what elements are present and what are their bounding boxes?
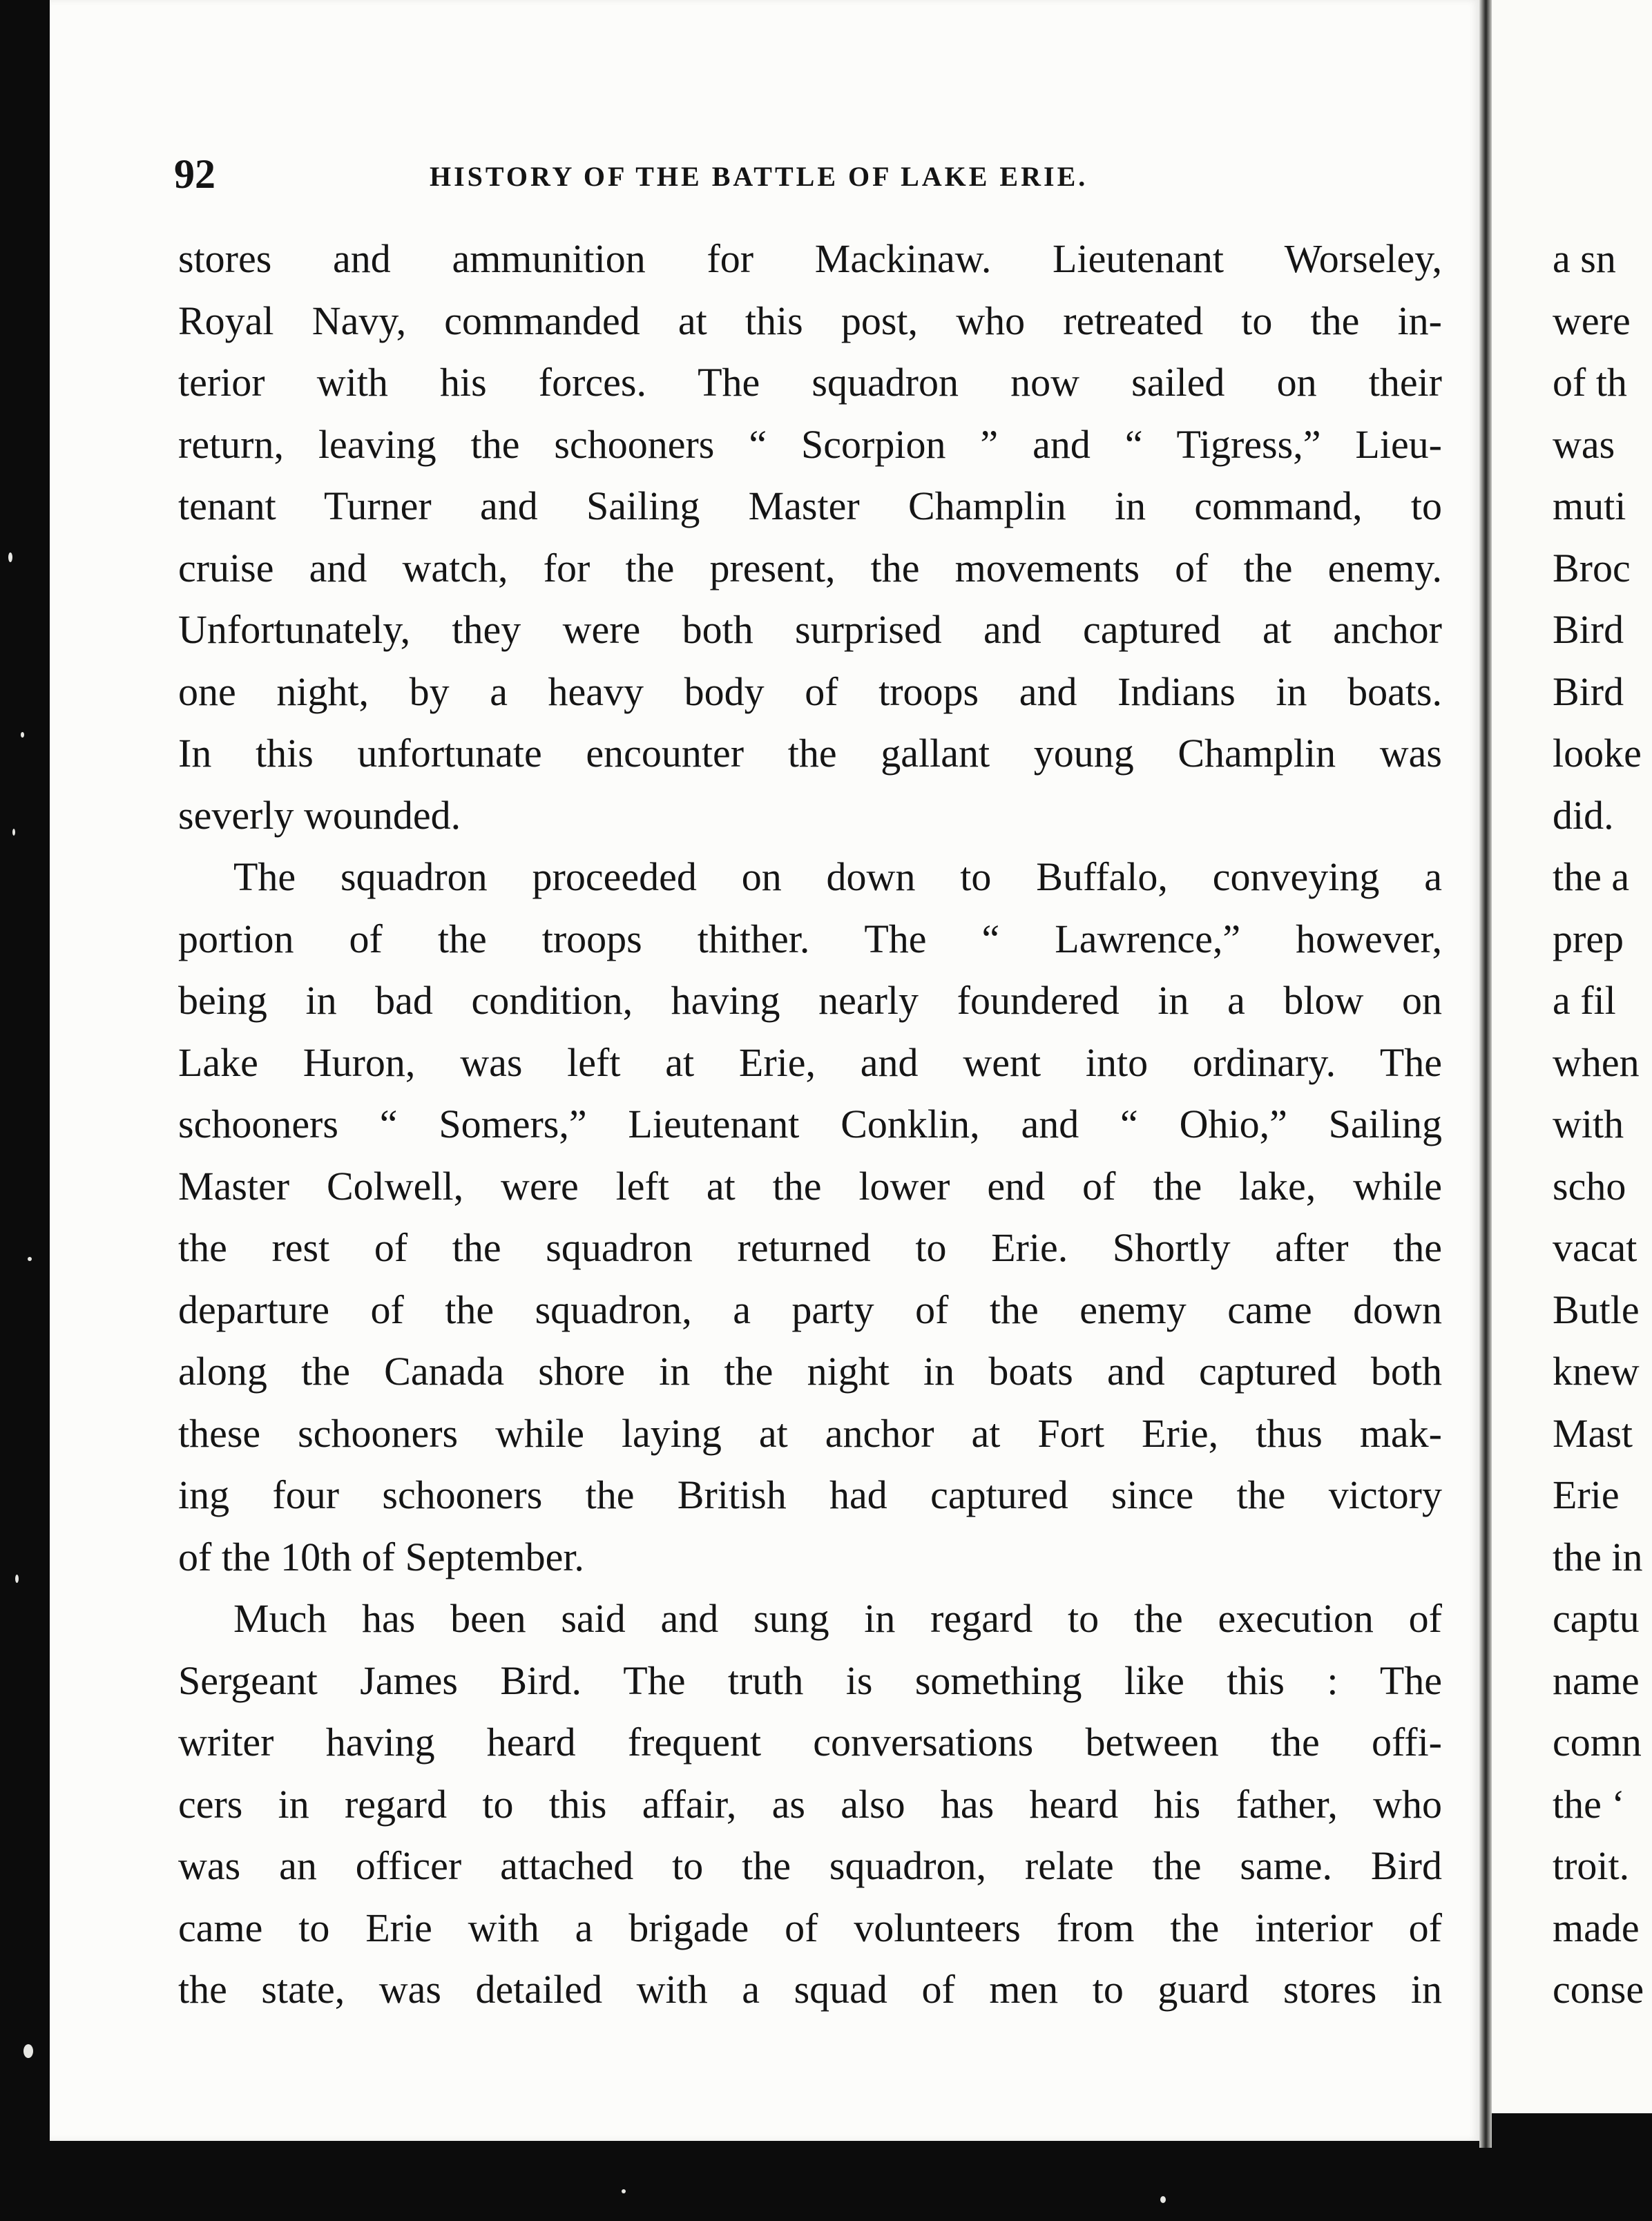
scan-artifact xyxy=(15,1575,19,1583)
text-line: severly wounded. xyxy=(178,792,461,838)
text-line: of the 10th of September. xyxy=(178,1534,584,1579)
text-line: schooners “ Somers,” Lieutenant Conklin, and “ Ohio,” Sailing xyxy=(178,1102,1442,1146)
running-title: HISTORY OF THE BATTLE OF LAKE ERIE. xyxy=(430,161,1088,192)
right-text-line: a fil xyxy=(1553,978,1616,1023)
right-text-line: captu xyxy=(1553,1596,1640,1641)
text-line: one night, by a heavy body of troops and Indians in boats. xyxy=(178,669,1442,714)
right-text-line: knew xyxy=(1553,1349,1640,1394)
text-line: Royal Navy, commanded at this post, who retreated to the in- xyxy=(178,298,1442,343)
text-line: the rest of the squadron returned to Erie. Shortly after the xyxy=(178,1225,1442,1270)
text-line: these schooners while laying at anchor at Fort Erie, thus mak- xyxy=(178,1410,1442,1456)
scan-artifact xyxy=(12,829,15,836)
text-line: Lake Huron, was left at Erie, and went into ordinary. The xyxy=(178,1039,1442,1085)
right-text-line: Butle xyxy=(1553,1287,1640,1332)
right-text-line: prep xyxy=(1553,916,1624,961)
right-text-line: with xyxy=(1553,1102,1624,1146)
right-text-line: scho xyxy=(1553,1163,1626,1209)
right-text-line: made xyxy=(1553,1905,1640,1950)
right-text-line: the ‘ xyxy=(1553,1781,1625,1827)
right-text-line: when xyxy=(1553,1039,1640,1085)
paragraph-first-line: The squadron proceeded on down to Buffalo, conveying a xyxy=(233,854,1442,899)
right-text-line: conse xyxy=(1553,1967,1644,2012)
right-text-line: Erie xyxy=(1553,1472,1620,1517)
scan-artifact xyxy=(21,732,24,738)
text-line: Master Colwell, were left at the lower end of the lake, while xyxy=(178,1163,1442,1209)
text-line: tenant Turner and Sailing Master Champlin in command, to xyxy=(178,483,1442,528)
right-text-line: did. xyxy=(1553,792,1614,838)
scan-artifact xyxy=(8,552,12,562)
right-text-line: name xyxy=(1553,1657,1640,1703)
text-line: the state, was detailed with a squad of men to guard stores in xyxy=(178,1967,1442,2012)
scan-artifact xyxy=(622,2189,626,2193)
text-line: cers in regard to this affair, as also has heard his father, who xyxy=(178,1781,1442,1827)
scan-artifact xyxy=(28,1257,32,1261)
right-text-line: troit. xyxy=(1553,1843,1630,1888)
right-text-line: Bird xyxy=(1553,669,1624,714)
text-line: departure of the squadron, a party of the enemy came down xyxy=(178,1287,1442,1332)
paragraph-first-line: Much has been said and sung in regard to the execution of xyxy=(233,1596,1442,1641)
right-text-line: Broc xyxy=(1553,545,1631,590)
text-line: Unfortunately, they were both surprised and captured at anchor xyxy=(178,607,1442,652)
scan-artifact xyxy=(1160,2196,1166,2203)
text-line: cruise and watch, for the present, the movements of the enemy. xyxy=(178,545,1442,590)
text-line: ing four schooners the British had captured since the victory xyxy=(178,1472,1442,1517)
right-page-text xyxy=(1553,228,1652,2021)
right-text-line: was xyxy=(1553,421,1615,467)
body-text xyxy=(178,228,1442,2021)
right-text-line: the in xyxy=(1553,1534,1643,1579)
right-text-line: of th xyxy=(1553,360,1627,405)
text-line: was an officer attached to the squadron, relate the same. Bird xyxy=(178,1843,1442,1888)
text-line: writer having heard frequent conversations between the offi- xyxy=(178,1720,1442,1765)
right-text-line: the a xyxy=(1553,854,1630,899)
right-text-line: looke xyxy=(1553,731,1642,776)
right-text-line: Mast xyxy=(1553,1410,1633,1456)
text-line: In this unfortunate encounter the gallant young Champlin was xyxy=(178,731,1442,776)
right-text-line: a sn xyxy=(1553,236,1616,281)
right-text-line: comn xyxy=(1553,1720,1642,1765)
right-text-line: were xyxy=(1553,298,1631,343)
text-line: return, leaving the schooners “ Scorpion ” and “ Tigress,” Lieu- xyxy=(178,421,1442,467)
right-text-line: vacat xyxy=(1553,1225,1637,1270)
text-line: along the Canada shore in the night in boats and captured both xyxy=(178,1349,1442,1394)
text-line: came to Erie with a brigade of volunteers from the interior of xyxy=(178,1905,1442,1950)
scan-artifact xyxy=(23,2044,33,2058)
book-gutter xyxy=(1479,0,1492,2148)
text-line: being in bad condition, having nearly foundered in a blow on xyxy=(178,978,1442,1023)
text-line: stores and ammunition for Mackinaw. Lieutenant Worseley, xyxy=(178,236,1442,281)
text-line: terior with his forces. The squadron now sailed on their xyxy=(178,360,1442,405)
right-text-line: Bird xyxy=(1553,607,1624,652)
text-line: Sergeant James Bird. The truth is something like this : The xyxy=(178,1657,1442,1703)
running-head xyxy=(174,151,1417,206)
right-text-line: muti xyxy=(1553,483,1626,528)
page-number: 92 xyxy=(174,151,215,197)
text-line: portion of the troops thither. The “ Lawrence,” however, xyxy=(178,916,1442,961)
